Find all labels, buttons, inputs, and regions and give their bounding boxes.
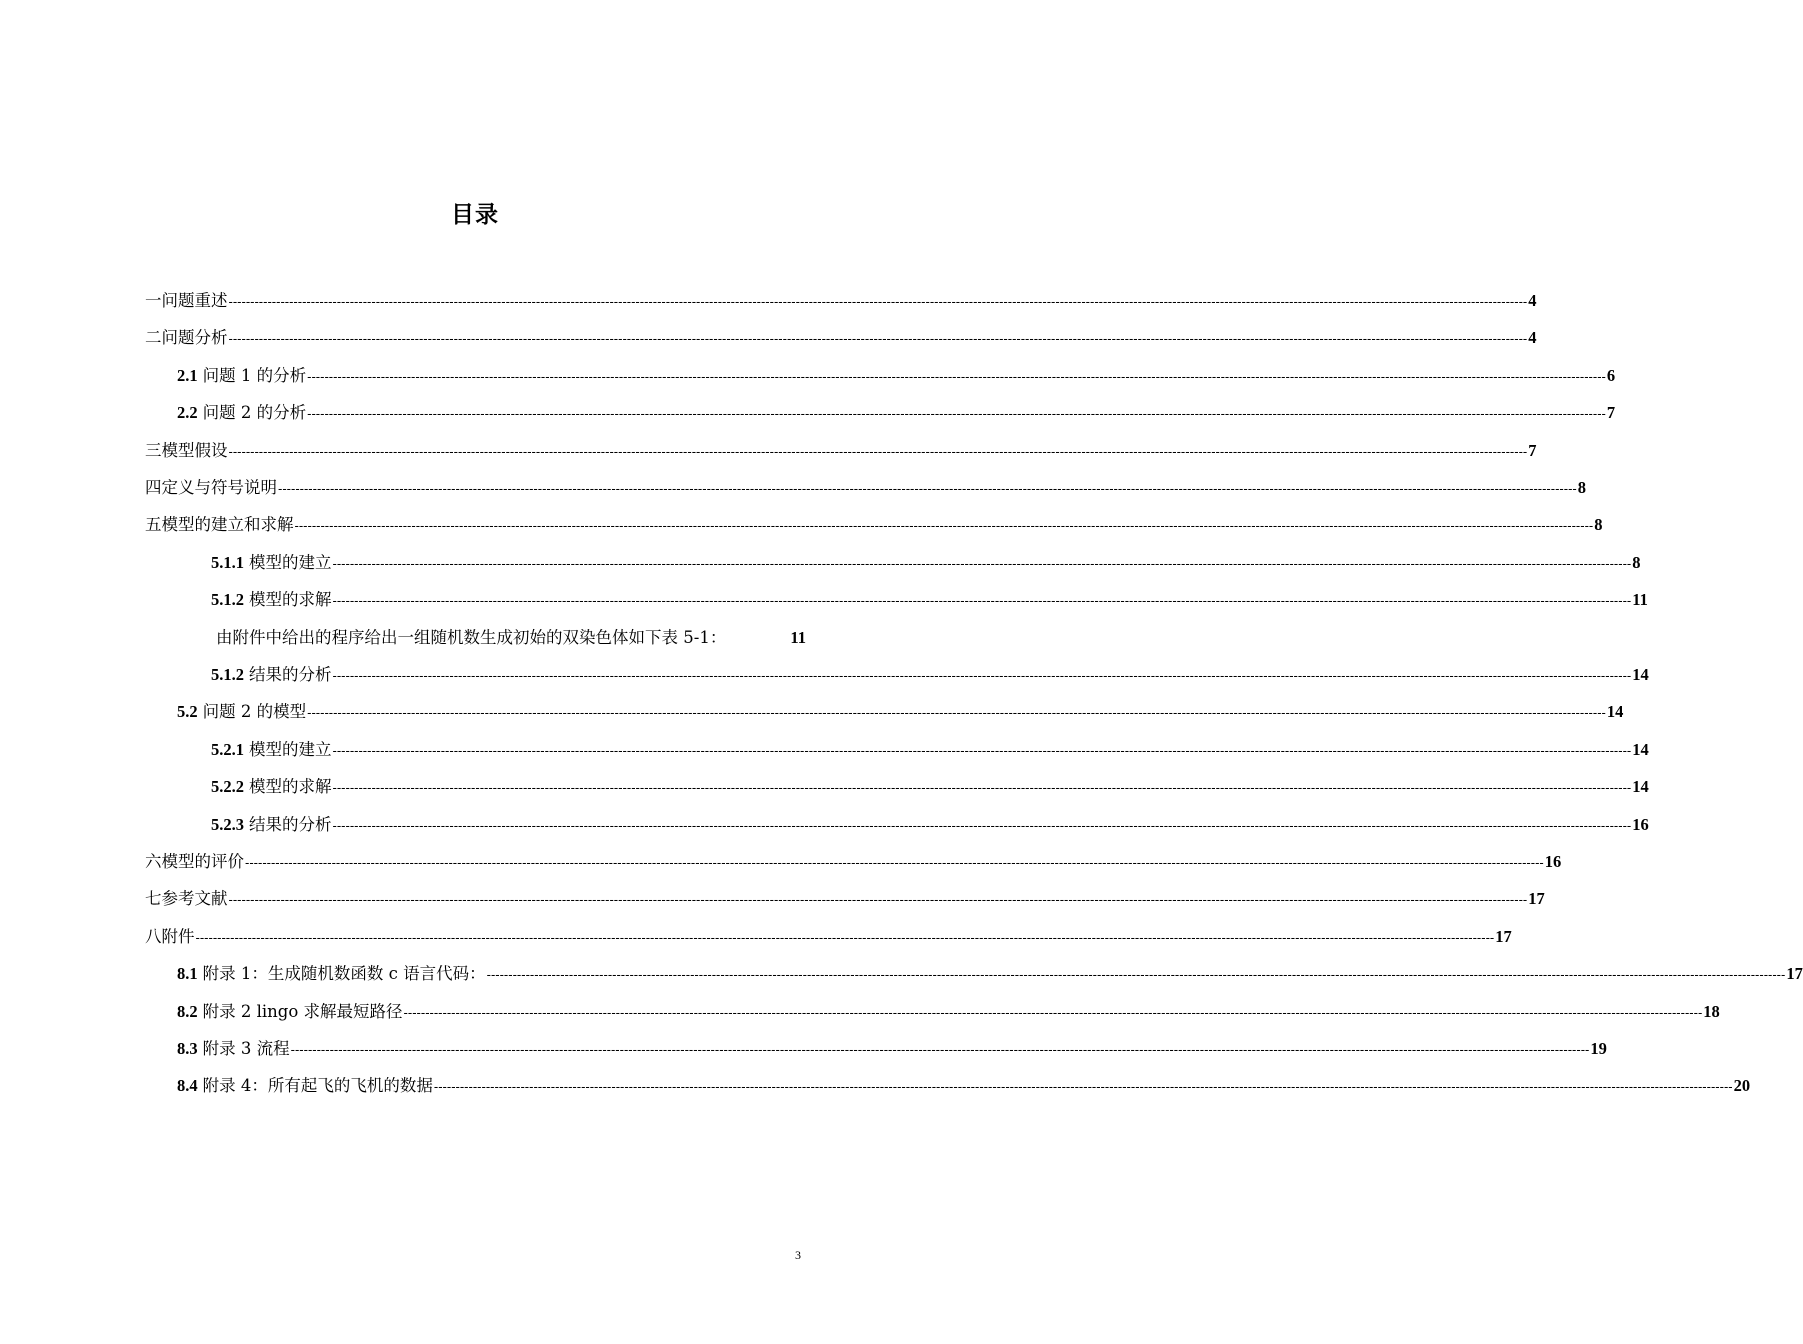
toc-entry-number: 2.2 xyxy=(177,403,198,423)
toc-entry-number: 8.4 xyxy=(177,1076,198,1096)
toc-entry-page: 4 xyxy=(1528,291,1537,310)
toc-entry-page: 4 xyxy=(1528,328,1537,348)
toc-entry-number: 5.2.2 xyxy=(211,777,244,797)
toc-entry-page: 16 xyxy=(1632,814,1649,834)
toc-entry[interactable] xyxy=(145,439,1537,463)
page-number: 3 xyxy=(795,1248,801,1262)
toc-entry-label: 问题分析 xyxy=(161,328,228,348)
toc-entry-number: 5.2.1 xyxy=(211,739,244,759)
toc-entry-page: 14 xyxy=(1632,739,1649,759)
toc-entry-number: 五 xyxy=(145,515,162,535)
toc-leader-dashes: ------------------------------------------------------------------------------------------------------------------------------------------------------------------------------------------------------------------------------------------------------------------------------------------------------------ xyxy=(245,855,1544,870)
toc-entry-label: 结果的分析 xyxy=(249,665,332,684)
toc-entry-page: 17 xyxy=(1528,889,1545,909)
toc-entry-page: 20 xyxy=(1733,1076,1751,1096)
toc-entry-number: 二 xyxy=(145,328,162,348)
toc-entry-page: 19 xyxy=(1590,1039,1607,1058)
toc-entry[interactable] xyxy=(177,1037,1607,1061)
toc-leader-dashes: ------------------------------------------------------------------------------------------------------------------------------------------------------------------------------------------------------------------------------------------------------------------------------------------------------------ xyxy=(332,742,1632,758)
toc-entry[interactable] xyxy=(177,700,1624,724)
toc-entry[interactable] xyxy=(211,626,806,650)
toc-entry-label: 模型的建立 xyxy=(249,739,332,759)
toc-leader-dashes: ------------------------------------------------------------------------------------------------------------------------------------------------------------------------------------------------------------------------------------------------------------------------------------------------------------ xyxy=(228,443,1528,459)
toc-entry-page: 8 xyxy=(1632,552,1641,572)
toc-entry-page: 8 xyxy=(1594,515,1603,535)
toc-entry[interactable] xyxy=(145,289,1537,313)
toc-entry[interactable] xyxy=(177,364,1616,388)
toc-entry[interactable] xyxy=(145,925,1512,949)
toc-entry-page: 18 xyxy=(1703,1001,1720,1021)
toc-leader-dashes: ------------------------------------------------------------------------------------------------------------------------------------------------------------------------------------------------------------------------------------------------------------------------------------------------------------ xyxy=(307,406,1606,422)
toc-entry-label: 附录 1：生成随机数函数 c 语言代码： xyxy=(202,964,486,984)
toc-entry-label: 附件 xyxy=(161,926,195,946)
toc-entry-page: 17 xyxy=(1786,964,1803,984)
toc-entry-label: 模型假设 xyxy=(161,440,228,460)
toc-leader-dashes: ------------------------------------------------------------------------------------------------------------------------------------------------------------------------------------------------------------------------------------------------------------------------------------------------------------ xyxy=(332,668,1632,683)
toc-entry-page: 7 xyxy=(1606,403,1616,423)
toc-entry-page: 8 xyxy=(1577,478,1586,497)
toc-entry[interactable] xyxy=(211,775,1649,799)
toc-leader-dashes: ------------------------------------------------------------------------------------------------------------------------------------------------------------------------------------------------------------------------------------------------------------------------------------------------------------ xyxy=(228,892,1528,908)
toc-entry[interactable] xyxy=(145,887,1545,911)
toc-entry[interactable] xyxy=(145,476,1586,500)
toc-entry-label: 问题 2 的分析 xyxy=(202,403,307,423)
toc-entry-number: 2.1 xyxy=(177,365,198,385)
toc-entry-number: 5.2 xyxy=(177,702,198,722)
toc-entry-label: 定义与符号说明 xyxy=(161,478,277,497)
toc-entry[interactable] xyxy=(177,1074,1751,1098)
toc-leader-dashes: ------------------------------------------------------------------------------------------------------------------------------------------------------------------------------------------------------------------------------------------------------------------------------------------------------------ xyxy=(307,368,1606,384)
toc-entry[interactable] xyxy=(211,551,1641,575)
toc-leader-dashes: ------------------------------------------------------------------------------------------------------------------------------------------------------------------------------------------------------------------------------------------------------------------------------------------------------------ xyxy=(228,331,1528,347)
toc-leader-dashes: ------------------------------------------------------------------------------------------------------------------------------------------------------------------------------------------------------------------------------------------------------------------------------------------------------------ xyxy=(403,1004,1703,1020)
toc-entry-label: 附录 4：所有起飞的飞机的数据 xyxy=(202,1076,433,1096)
toc-leader-dashes: ------------------------------------------------------------------------------------------------------------------------------------------------------------------------------------------------------------------------------------------------------------------------------------------------------------ xyxy=(332,555,1632,571)
toc-entry[interactable] xyxy=(211,663,1649,687)
toc-entry-label: 附录 3 流程 xyxy=(202,1039,290,1058)
toc-leader-dashes: ------------------------------------------------------------------------------------------------------------------------------------------------------------------------------------------------------------------------------------------------------------------------------------------------------------ xyxy=(228,294,1528,309)
toc-entry[interactable] xyxy=(211,588,1648,612)
toc-leader-dashes: ------------------------------------------------------------------------------------------------------------------------------------------------------------------------------------------------------------------------------------------------------------------------------------------------------------ xyxy=(332,780,1632,796)
toc-entry-label: 结果的分析 xyxy=(249,814,332,834)
toc-entry-number: 三 xyxy=(145,440,162,460)
toc-entry-label: 由附件中给出的程序给出一组随机数生成初始的双染色体如下表 5-1： xyxy=(216,627,727,647)
toc-entry-number: 六 xyxy=(145,852,162,871)
toc-entry[interactable] xyxy=(177,962,1803,986)
toc-entry-label: 模型的建立和求解 xyxy=(161,515,294,535)
toc-leader-dashes: ------------------------------------------------------------------------------------------------------------------------------------------------------------------------------------------------------------------------------------------------------------------------------------------------------------ xyxy=(290,1042,1590,1057)
toc-entry-page: 14 xyxy=(1632,665,1649,684)
toc-entry-number: 8.3 xyxy=(177,1039,198,1058)
toc-leader-dashes: ------------------------------------------------------------------------------------------------------------------------------------------------------------------------------------------------------------------------------------------------------------------------------------------------------------ xyxy=(294,518,1594,534)
toc-entry-number: 七 xyxy=(145,889,162,909)
toc-entry-page: 11 xyxy=(790,627,806,647)
toc-leader-dashes: ------------------------------------------------------------------------------------------------------------------------------------------------------------------------------------------------------------------------------------------------------------------------------------------------------------ xyxy=(332,593,1632,609)
toc-entry[interactable] xyxy=(145,513,1603,537)
toc-entry-number: 8.2 xyxy=(177,1001,198,1021)
toc-entry-page: 17 xyxy=(1495,926,1512,946)
toc-entry[interactable] xyxy=(145,850,1562,874)
toc-entry-page: 7 xyxy=(1528,440,1537,460)
toc-entry[interactable] xyxy=(145,326,1537,350)
toc-entry-label: 问题重述 xyxy=(161,291,228,310)
toc-entry-number: 四 xyxy=(145,478,162,497)
toc-entry-label: 问题 1 的分析 xyxy=(202,365,307,385)
toc-entry-page: 14 xyxy=(1606,702,1624,722)
toc-entry-page: 6 xyxy=(1606,365,1616,385)
toc-entry-number: 八 xyxy=(145,926,162,946)
toc-entry-label: 模型的建立 xyxy=(249,552,332,572)
toc-entry-number: 5.2.3 xyxy=(211,814,244,834)
toc-entry-page: 14 xyxy=(1632,777,1649,797)
toc-entry-number: 一 xyxy=(145,291,162,310)
toc-entry-number: 5.1.2 xyxy=(211,590,244,610)
toc-entry-label: 附录 2 lingo 求解最短路径 xyxy=(202,1001,403,1021)
toc-leader-dashes: ------------------------------------------------------------------------------------------------------------------------------------------------------------------------------------------------------------------------------------------------------------------------------------------------------------ xyxy=(307,705,1606,721)
toc-leader-dashes: ------------------------------------------------------------------------------------------------------------------------------------------------------------------------------------------------------------------------------------------------------------------------------------------------------------ xyxy=(486,967,1786,983)
toc-entry-page: 16 xyxy=(1544,852,1562,871)
toc-entry[interactable] xyxy=(211,813,1649,837)
toc-entry-number: 5.1.2 xyxy=(211,665,244,684)
toc-entry-page: 11 xyxy=(1632,590,1648,610)
toc-entry-label: 问题 2 的模型 xyxy=(202,702,307,722)
toc-entry-label: 模型的求解 xyxy=(249,777,332,797)
toc-entry[interactable] xyxy=(211,738,1649,762)
toc-title: 目录 xyxy=(451,202,499,228)
toc-entry-label: 参考文献 xyxy=(161,889,228,909)
toc-entry-label: 模型的求解 xyxy=(249,590,332,610)
toc-leader-dashes: ------------------------------------------------------------------------------------------------------------------------------------------------------------------------------------------------------------------------------------------------------------------------------------------------------------ xyxy=(195,929,1495,945)
toc-entry[interactable] xyxy=(177,1000,1720,1024)
toc-entry[interactable] xyxy=(177,401,1616,425)
toc-entry-label: 模型的评价 xyxy=(161,852,244,871)
toc-leader-dashes: ------------------------------------------------------------------------------------------------------------------------------------------------------------------------------------------------------------------------------------------------------------------------------------------------------------ xyxy=(433,1079,1733,1095)
toc-leader-dashes: ------------------------------------------------------------------------------------------------------------------------------------------------------------------------------------------------------------------------------------------------------------------------------------------------------------ xyxy=(332,817,1632,833)
toc-entry-number: 5.1.1 xyxy=(211,552,244,572)
toc-entry-number: 8.1 xyxy=(177,964,198,984)
toc-leader-dashes: ------------------------------------------------------------------------------------------------------------------------------------------------------------------------------------------------------------------------------------------------------------------------------------------------------------ xyxy=(278,481,1577,496)
